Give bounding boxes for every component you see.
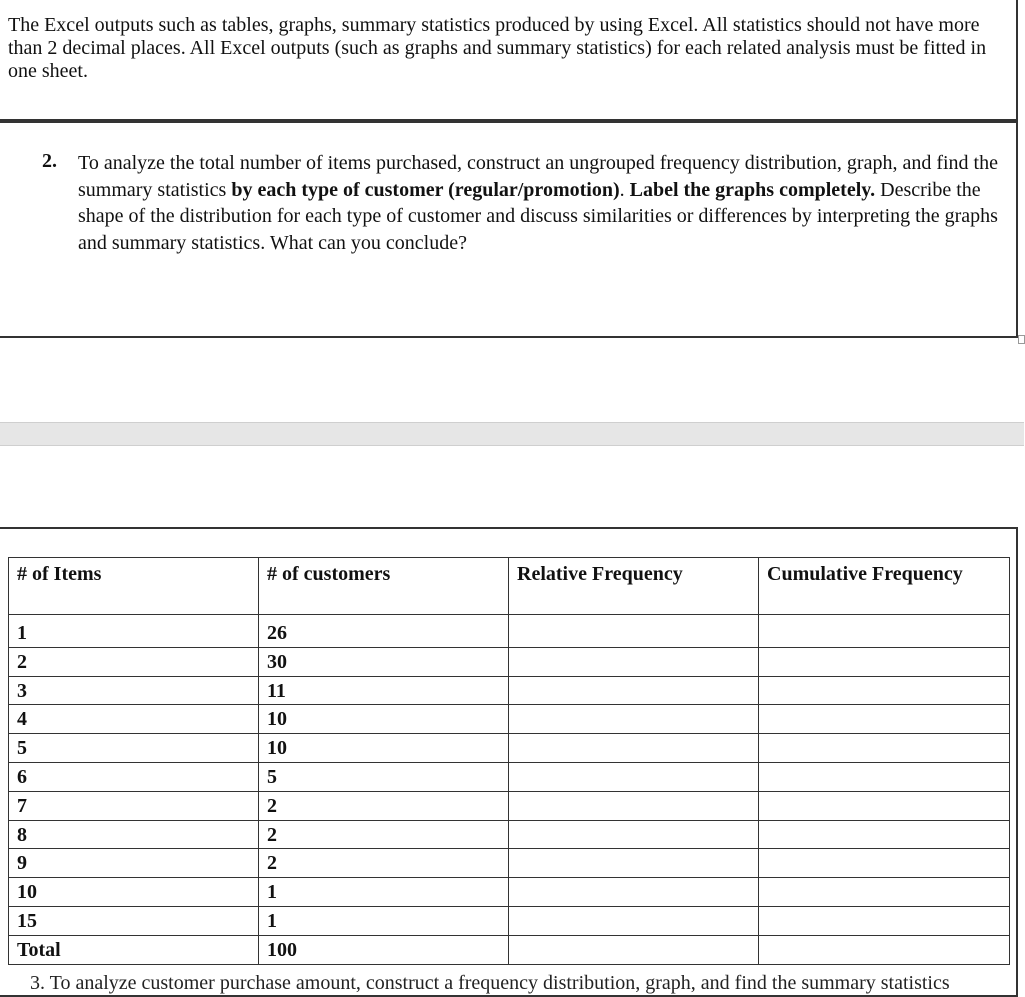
table-row [9,878,1010,907]
question-text [78,150,1008,256]
table-row [9,734,1010,763]
table-row [9,849,1010,878]
cell-relative[interactable] [509,762,759,791]
cell-relative[interactable] [509,935,759,964]
cell-relative[interactable] [509,906,759,935]
cell-cumulative[interactable] [759,734,1010,763]
cell-items: 5 [9,734,259,763]
cell-items: 2 [9,647,259,676]
cell-cumulative[interactable] [759,878,1010,907]
cell-customers: 5 [259,762,509,791]
table-row [9,647,1010,676]
cell-relative[interactable] [509,615,759,648]
cell-cumulative[interactable] [759,849,1010,878]
question-text-part1: To analyze the total number of items purchased, construct an ungrouped frequency distribution, graph, and find the summary statistics [78,152,998,201]
cell-relative[interactable] [509,705,759,734]
cell-relative[interactable] [509,878,759,907]
cell-cumulative[interactable] [759,906,1010,935]
table-row [9,762,1010,791]
cell-items: 7 [9,791,259,820]
cell-items: Total [9,935,259,964]
cell-items: 8 [9,820,259,849]
next-question-cutoff: 3. To analyze customer purchase amount, construct a frequency distribution, graph, and find the summary statistics [30,972,950,994]
cell-items: 15 [9,906,259,935]
cell-relative[interactable] [509,647,759,676]
cell-customers: 26 [259,615,509,648]
cell-relative[interactable] [509,676,759,705]
resize-handle[interactable] [1018,335,1025,344]
cell-customers: 10 [259,705,509,734]
cell-customers: 2 [259,849,509,878]
table-row [9,906,1010,935]
table-row [9,935,1010,964]
table-row [9,676,1010,705]
cell-cumulative[interactable] [759,676,1010,705]
cell-cumulative[interactable] [759,705,1010,734]
cell-cumulative[interactable] [759,647,1010,676]
cell-cumulative[interactable] [759,615,1010,648]
question-bold-label-graphs: Label the graphs completely. [629,178,876,201]
cell-customers: 1 [259,906,509,935]
cell-items: 4 [9,705,259,734]
cell-cumulative[interactable] [759,935,1010,964]
header-cumulative-frequency: Cumulative Frequency [759,558,1010,615]
question-text-part3: Describe the shape of the distribution for each type of customer and discuss similarities or differences by interpreting the graphs and summary statistics. What can you conclude? [78,178,998,254]
table-row [9,615,1010,648]
frequency-table [8,557,1010,965]
cell-cumulative[interactable] [759,791,1010,820]
cell-relative[interactable] [509,734,759,763]
intro-paragraph: The Excel outputs such as tables, graphs, summary statistics produced by using Excel. All statistics should not have more than 2 decimal places. All Excel outputs (such as graphs and summary statistics) for each related analysis must be fitted in one sheet. [8,14,987,82]
table-row [9,705,1010,734]
question-number: 2. [42,150,57,172]
header-relative-frequency: Relative Frequency [509,558,759,615]
cell-items: 9 [9,849,259,878]
cell-customers: 2 [259,820,509,849]
cell-customers: 30 [259,647,509,676]
table-header-row [9,558,1010,615]
header-customers: # of customers [259,558,509,615]
cell-relative[interactable] [509,849,759,878]
cell-customers: 100 [259,935,509,964]
cell-items: 1 [9,615,259,648]
table-row [9,791,1010,820]
cell-customers: 2 [259,791,509,820]
cell-relative[interactable] [509,791,759,820]
question-text-part2: . [619,178,630,201]
question-bold-customer-type: by each type of customer (regular/promotion) [231,178,620,201]
cell-relative[interactable] [509,820,759,849]
cell-cumulative[interactable] [759,820,1010,849]
cell-customers: 10 [259,734,509,763]
table-row [9,820,1010,849]
cell-items: 3 [9,676,259,705]
cell-cumulative[interactable] [759,762,1010,791]
page-separator [0,422,1024,446]
cell-items: 10 [9,878,259,907]
cell-items: 6 [9,762,259,791]
cell-customers: 1 [259,878,509,907]
header-items: # of Items [9,558,259,615]
cell-customers: 11 [259,676,509,705]
